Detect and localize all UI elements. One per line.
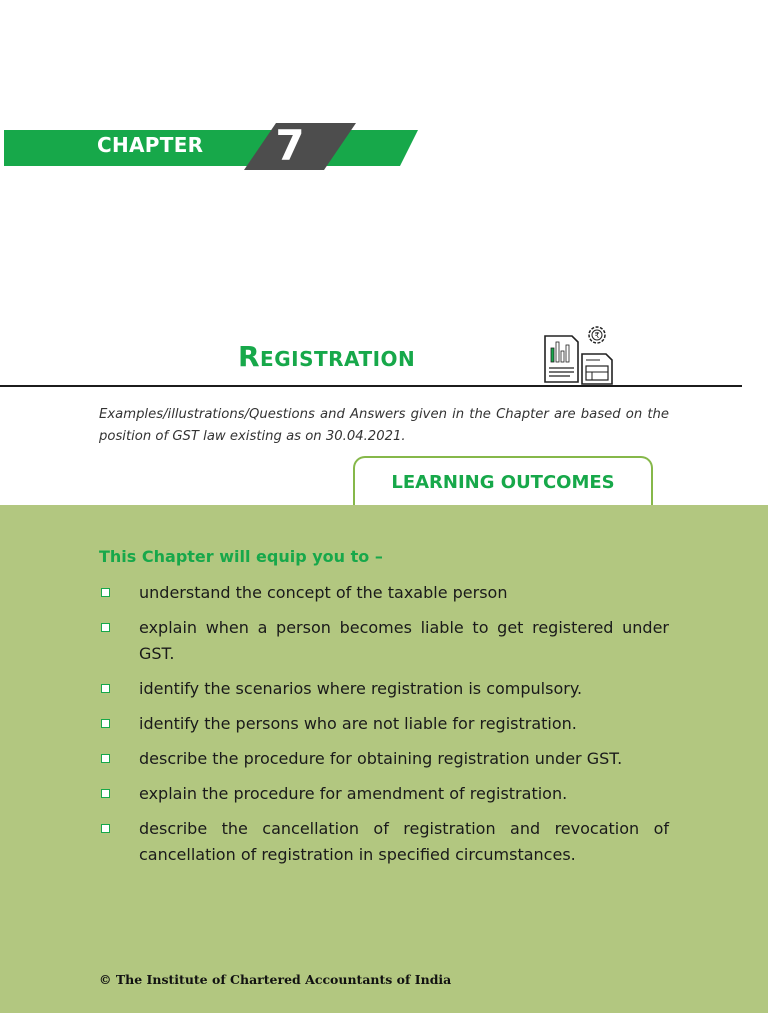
- square-bullet-icon: [101, 719, 110, 728]
- title-divider: [0, 385, 742, 387]
- chapter-note: Examples/illustrations/Questions and Answers given in the Chapter are based on the position of GST law existing as on 30.04.2021.: [99, 407, 669, 444]
- list-item-text: identify the persons who are not liable for registration.: [139, 714, 577, 733]
- list-item: [99, 816, 669, 868]
- chapter-label: CHAPTER: [97, 133, 204, 157]
- svg-text:₹: ₹: [594, 331, 600, 340]
- learning-outcomes-tab: [353, 456, 653, 505]
- list-item: [99, 711, 669, 737]
- learning-outcomes-intro: This Chapter will equip you to –: [99, 547, 383, 566]
- chapter-banner-shape: [0, 120, 430, 180]
- square-bullet-icon: [101, 623, 110, 632]
- list-item-text: explain the procedure for amendment of registration.: [139, 784, 568, 803]
- list-item-text: describe the procedure for obtaining registration under GST.: [139, 749, 623, 768]
- square-bullet-icon: [101, 824, 110, 833]
- list-item-text: identify the scenarios where registration is compulsory.: [139, 679, 583, 698]
- list-item: [99, 615, 669, 667]
- square-bullet-icon: [101, 789, 110, 798]
- chapter-banner-green-band: [4, 130, 418, 166]
- square-bullet-icon: [101, 754, 110, 763]
- chapter-number: 7: [275, 121, 305, 170]
- list-item: [99, 676, 669, 702]
- list-item-text: explain when a person becomes liable to get registered under GST.: [139, 618, 669, 663]
- list-item: [99, 781, 669, 807]
- list-item-text: describe the cancellation of registration and revocation of cancellation of registration in specified circumstances.: [139, 819, 669, 864]
- list-item-text: understand the concept of the taxable person: [139, 583, 508, 602]
- copyright-footer: © The Institute of Chartered Accountants of India: [99, 972, 452, 987]
- list-item: [99, 580, 669, 606]
- learning-outcomes-heading: LEARNING OUTCOMES: [391, 472, 615, 493]
- page-title: Registration: [238, 340, 416, 373]
- chapter-banner: [0, 120, 430, 180]
- list-item: [99, 746, 669, 772]
- learning-outcomes-list: [99, 580, 669, 877]
- square-bullet-icon: [101, 684, 110, 693]
- registration-document-icon: [540, 322, 620, 390]
- square-bullet-icon: [101, 588, 110, 597]
